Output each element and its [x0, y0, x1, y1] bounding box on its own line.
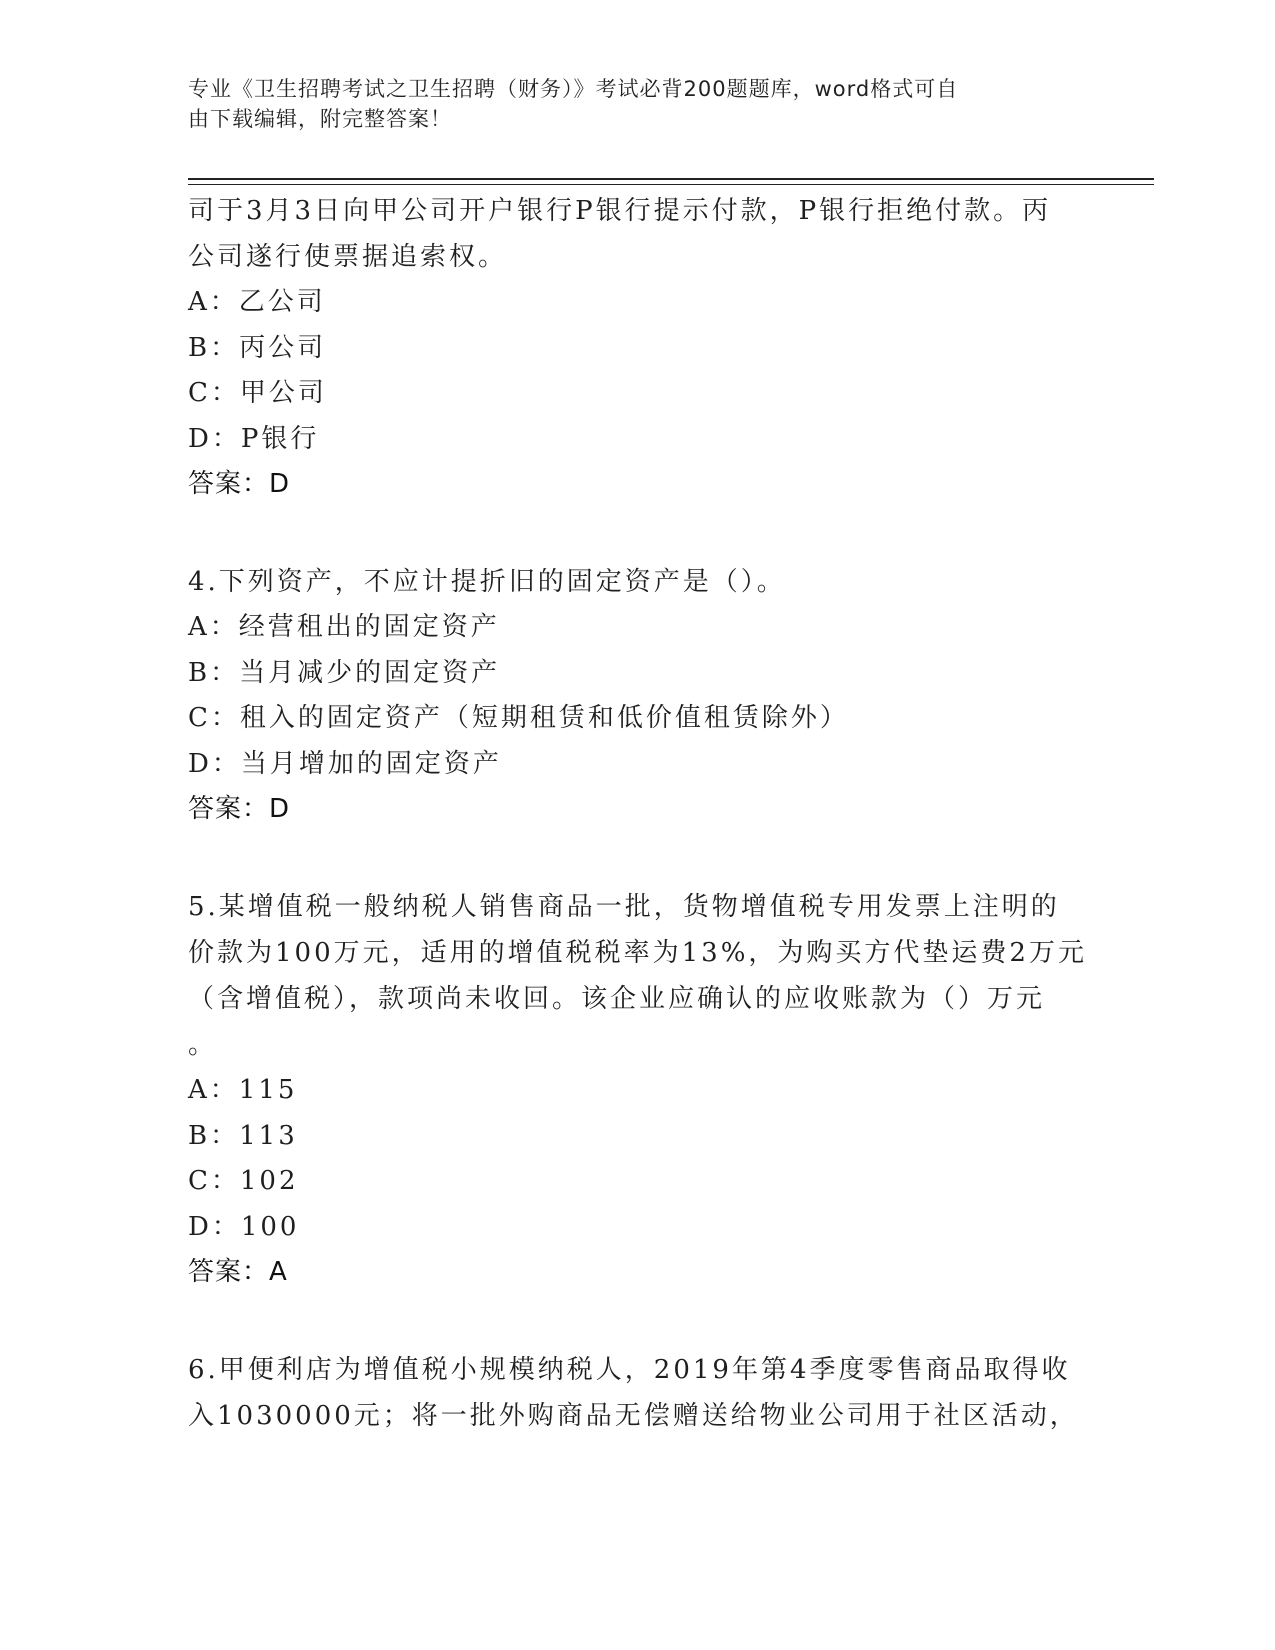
- option-a: A：经营租出的固定资产: [188, 612, 500, 642]
- question-content: [188, 188, 1088, 1439]
- option-b: B：丙公司: [188, 332, 327, 363]
- option-d: D：100: [188, 1211, 300, 1242]
- option-c: C：租入的固定资产（短期租赁和低价值租赁除外）: [188, 703, 849, 733]
- answer-line: 答案：D: [188, 794, 291, 824]
- question-text-line: 公司遂行使票据追索权。: [188, 242, 508, 272]
- option-a: A：115: [188, 1075, 298, 1105]
- option-a: A：乙公司: [188, 287, 326, 317]
- question-text-line: 6.甲便利店为增值税小规模纳税人，2019年第4季度零售商品取得收: [188, 1355, 1071, 1385]
- option-c: C：102: [188, 1166, 299, 1196]
- option-d: D：当月增加的固定资产: [188, 748, 502, 779]
- question-4: [188, 559, 1088, 832]
- spacer: [188, 832, 1088, 884]
- option-b: B：当月减少的固定资产: [188, 657, 501, 688]
- answer-line: 答案：D: [188, 469, 291, 499]
- question-6: [188, 1347, 1088, 1439]
- header-divider-thin: [188, 184, 1154, 185]
- question-text-line: 价款为100万元，适用的增值税税率为13%，为购买方代垫运费2万元: [188, 938, 1087, 968]
- option-c: C：甲公司: [188, 378, 327, 408]
- answer-line: 答案：A: [188, 1257, 288, 1287]
- question-3-continued: [188, 188, 1088, 507]
- document-header: [188, 74, 1088, 134]
- spacer: [188, 1295, 1088, 1347]
- option-b: B：113: [188, 1120, 298, 1151]
- question-text-line: 。: [188, 1030, 218, 1060]
- question-text-line: （含增值税），款项尚未收回。该企业应确认的应收账款为（）万元: [188, 984, 1046, 1014]
- header-divider-thick: [188, 178, 1154, 180]
- question-text-line: 5.某增值税一般纳税人销售商品一批，货物增值税专用发票上注明的: [188, 892, 1060, 922]
- option-d: D：P银行: [188, 423, 320, 454]
- question-text-line: 入1030000元；将一批外购商品无偿赠送给物业公司用于社区活动，: [188, 1401, 1079, 1431]
- spacer: [188, 507, 1088, 559]
- question-text-line: 司于3月3日向甲公司开户银行P银行提示付款，P银行拒绝付款。丙: [188, 196, 1052, 226]
- header-title-line-2: 由下载编辑，附完整答案！: [188, 107, 452, 131]
- header-title-line-1: 专业《卫生招聘考试之卫生招聘（财务）》考试必背200题题库，word格式可自: [188, 77, 959, 101]
- question-text-line: 4.下列资产，不应计提折旧的固定资产是（）。: [188, 567, 786, 597]
- question-5: [188, 884, 1088, 1295]
